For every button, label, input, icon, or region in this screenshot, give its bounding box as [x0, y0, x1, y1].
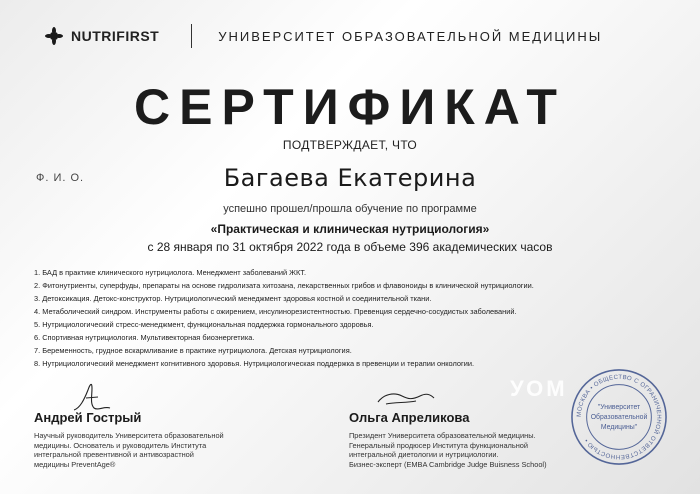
stamp-ring-text: МОСКВА • ОБЩЕСТВО С ОГРАНИЧЕННОЙ ОТВЕТСТВЕННОСТЬЮ • — [576, 374, 662, 460]
topic-item: 2. Фитонутриенты, суперфуды, препараты на основе гидролизата хитозана, лекарственных грибов и флавоноиды в клинической нутрициологии. — [34, 281, 534, 290]
signature-left-icon — [70, 378, 130, 414]
topic-item: 8. Нутрициологический менеджмент когнитивного здоровья. Нутрициологическая поддержка в превенции и терапии онкологии. — [34, 359, 475, 368]
university-name: УНИВЕРСИТЕТ ОБРАЗОВАТЕЛЬНОЙ МЕДИЦИНЫ — [218, 28, 603, 44]
signer-left — [34, 410, 254, 469]
signer-right-title-line: Генеральный продюсер Института функциональной — [349, 440, 529, 450]
certificate-title: СЕРТИФИКАТ — [134, 79, 566, 135]
confirms-text: ПОДТВЕРЖДАЕТ, ЧТО — [282, 138, 418, 152]
recipient-name: Багаева Екатерина — [223, 164, 477, 192]
uom-watermark: УОМ — [510, 376, 568, 401]
program-name: «Практическая и клиническая нутрициология» — [210, 222, 490, 236]
signer-left-title-line: медицины PreventAge® — [34, 459, 116, 469]
brand-name: NUTRIFIRST — [71, 28, 160, 44]
signer-left-title-line: интегральной превентивной и антивозрастной — [34, 450, 194, 459]
signer-left-name: Андрей Гострый — [34, 410, 142, 425]
brand — [45, 27, 159, 45]
certificate-header — [45, 22, 665, 50]
topic-item: 1. БАД в практике клинического нутрициолога. Менеджмент заболеваний ЖКТ. — [34, 268, 307, 277]
signer-left-title-line: медицины. Основатель и руководитель Института — [34, 440, 207, 450]
stamp-line: Образовательной — [590, 413, 648, 421]
signer-left-title-line: Научный руководитель Университета образовательной — [34, 431, 224, 440]
topic-item: 4. Метаболический синдром. Инструменты работы с ожирением, инсулинорезистентностью. Превенция сердечно-сосудистых заболеваний. — [34, 307, 517, 316]
signer-right-title — [349, 431, 579, 469]
signer-left-title — [34, 431, 254, 469]
topic-item: 3. Детоксикация. Детокс-конструктор. Нутрициологический менеджмент здоровья костной и соединительной ткани. — [34, 294, 432, 303]
signer-right — [349, 410, 579, 469]
topic-item: 7. Беременность, грудное вскармливание в практике нутрициолога. Детская нутрициология. — [34, 346, 352, 355]
signer-right-title-line: Президент Университета образовательной медицины. — [349, 431, 536, 440]
signer-right-name: Ольга Апреликова — [349, 410, 470, 425]
header-divider — [191, 24, 192, 48]
stamp-line: "Университет — [597, 404, 641, 412]
topic-item: 5. Нутрициологический стресс-менеджмент, функциональная поддержка гормонального здоровья. — [34, 320, 374, 329]
topics-list — [34, 266, 654, 370]
university-stamp-icon — [570, 368, 668, 466]
stamp-line: Медицины" — [600, 423, 638, 431]
program-dates: с 28 января по 31 октября 2022 года в объеме 396 академических часов — [147, 240, 553, 254]
signer-right-title-line: интегральной диетологии и нутрициологии. — [349, 450, 499, 459]
completed-text: успешно прошел/прошла обучение по программе — [223, 203, 477, 215]
signer-right-title-line: Бизнес-эксперт (EMBA Cambridge Judge Buisness School) — [349, 459, 547, 469]
topic-item: 6. Спортивная нутрициология. Мультивекторная биоэнергетика. — [34, 333, 255, 342]
nutrifirst-logo-icon — [45, 27, 63, 45]
fio-label: Ф. И. О. — [36, 172, 85, 184]
